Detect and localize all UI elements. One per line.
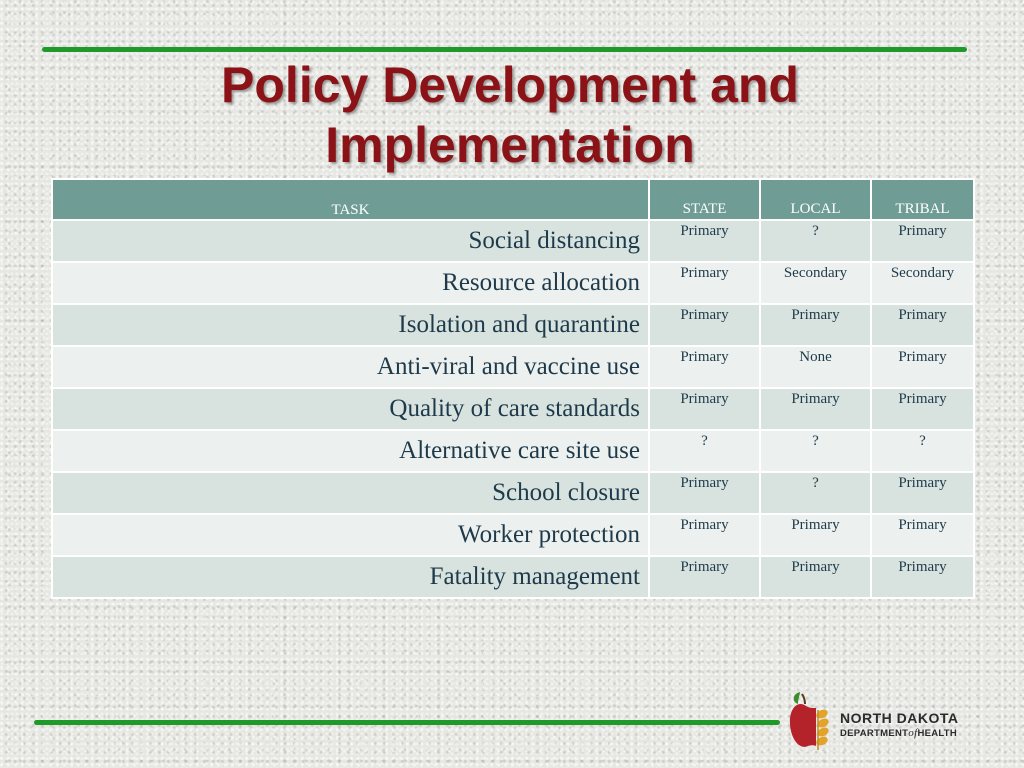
state-cell: Primary <box>649 556 760 598</box>
tribal-cell: Primary <box>871 514 974 556</box>
state-cell: Primary <box>649 514 760 556</box>
table-row <box>52 220 974 262</box>
task-name-cell: Anti-viral and vaccine use <box>52 346 649 388</box>
logo-wordmark <box>840 710 959 740</box>
tribal-cell: ? <box>871 430 974 472</box>
local-cell: Primary <box>760 556 871 598</box>
logo-line-1: NORTH DAKOTA <box>840 710 959 726</box>
task-responsibility-table <box>51 178 975 599</box>
table-row <box>52 304 974 346</box>
local-cell: ? <box>760 220 871 262</box>
state-cell: Primary <box>649 262 760 304</box>
tribal-cell: Primary <box>871 220 974 262</box>
task-name-cell: Quality of care standards <box>52 388 649 430</box>
table-row <box>52 262 974 304</box>
task-name-cell: School closure <box>52 472 649 514</box>
tribal-cell: Primary <box>871 472 974 514</box>
logo-department-word: DEPARTMENT <box>840 728 909 739</box>
slide-title-line-2: Implementation <box>325 117 695 173</box>
table-row <box>52 346 974 388</box>
table-header-row <box>52 179 974 220</box>
table-row <box>52 514 974 556</box>
state-cell: Primary <box>649 388 760 430</box>
table-row <box>52 472 974 514</box>
tribal-cell: Primary <box>871 304 974 346</box>
tribal-cell: Secondary <box>871 262 974 304</box>
tribal-cell: Primary <box>871 388 974 430</box>
header-local: LOCAL <box>760 179 871 220</box>
slide-title-line-1: Policy Development and <box>221 57 799 113</box>
logo-of-word: of <box>908 727 918 739</box>
task-name-cell: Social distancing <box>52 220 649 262</box>
tribal-cell: Primary <box>871 346 974 388</box>
state-cell: Primary <box>649 220 760 262</box>
local-cell: Primary <box>760 514 871 556</box>
state-cell: Primary <box>649 304 760 346</box>
local-cell: Primary <box>760 304 871 346</box>
bottom-divider <box>34 720 780 725</box>
local-cell: Primary <box>760 388 871 430</box>
header-tribal: TRIBAL <box>871 179 974 220</box>
slide-title <box>100 55 920 175</box>
state-cell: Primary <box>649 472 760 514</box>
task-name-cell: Resource allocation <box>52 262 649 304</box>
table-row <box>52 556 974 598</box>
local-cell: Secondary <box>760 262 871 304</box>
task-name-cell: Worker protection <box>52 514 649 556</box>
table-row <box>52 430 974 472</box>
task-name-cell: Fatality management <box>52 556 649 598</box>
tribal-cell: Primary <box>871 556 974 598</box>
local-cell: ? <box>760 430 871 472</box>
local-cell: ? <box>760 472 871 514</box>
logo-health-word: HEALTH <box>917 728 958 739</box>
nd-health-logo <box>786 688 996 754</box>
logo-line-2 <box>840 727 959 740</box>
local-cell: None <box>760 346 871 388</box>
header-task: TASK <box>52 179 649 220</box>
header-state: STATE <box>649 179 760 220</box>
state-cell: ? <box>649 430 760 472</box>
apple-wheat-icon <box>786 688 836 754</box>
task-name-cell: Alternative care site use <box>52 430 649 472</box>
task-name-cell: Isolation and quarantine <box>52 304 649 346</box>
top-divider <box>42 47 967 52</box>
table-row <box>52 388 974 430</box>
state-cell: Primary <box>649 346 760 388</box>
